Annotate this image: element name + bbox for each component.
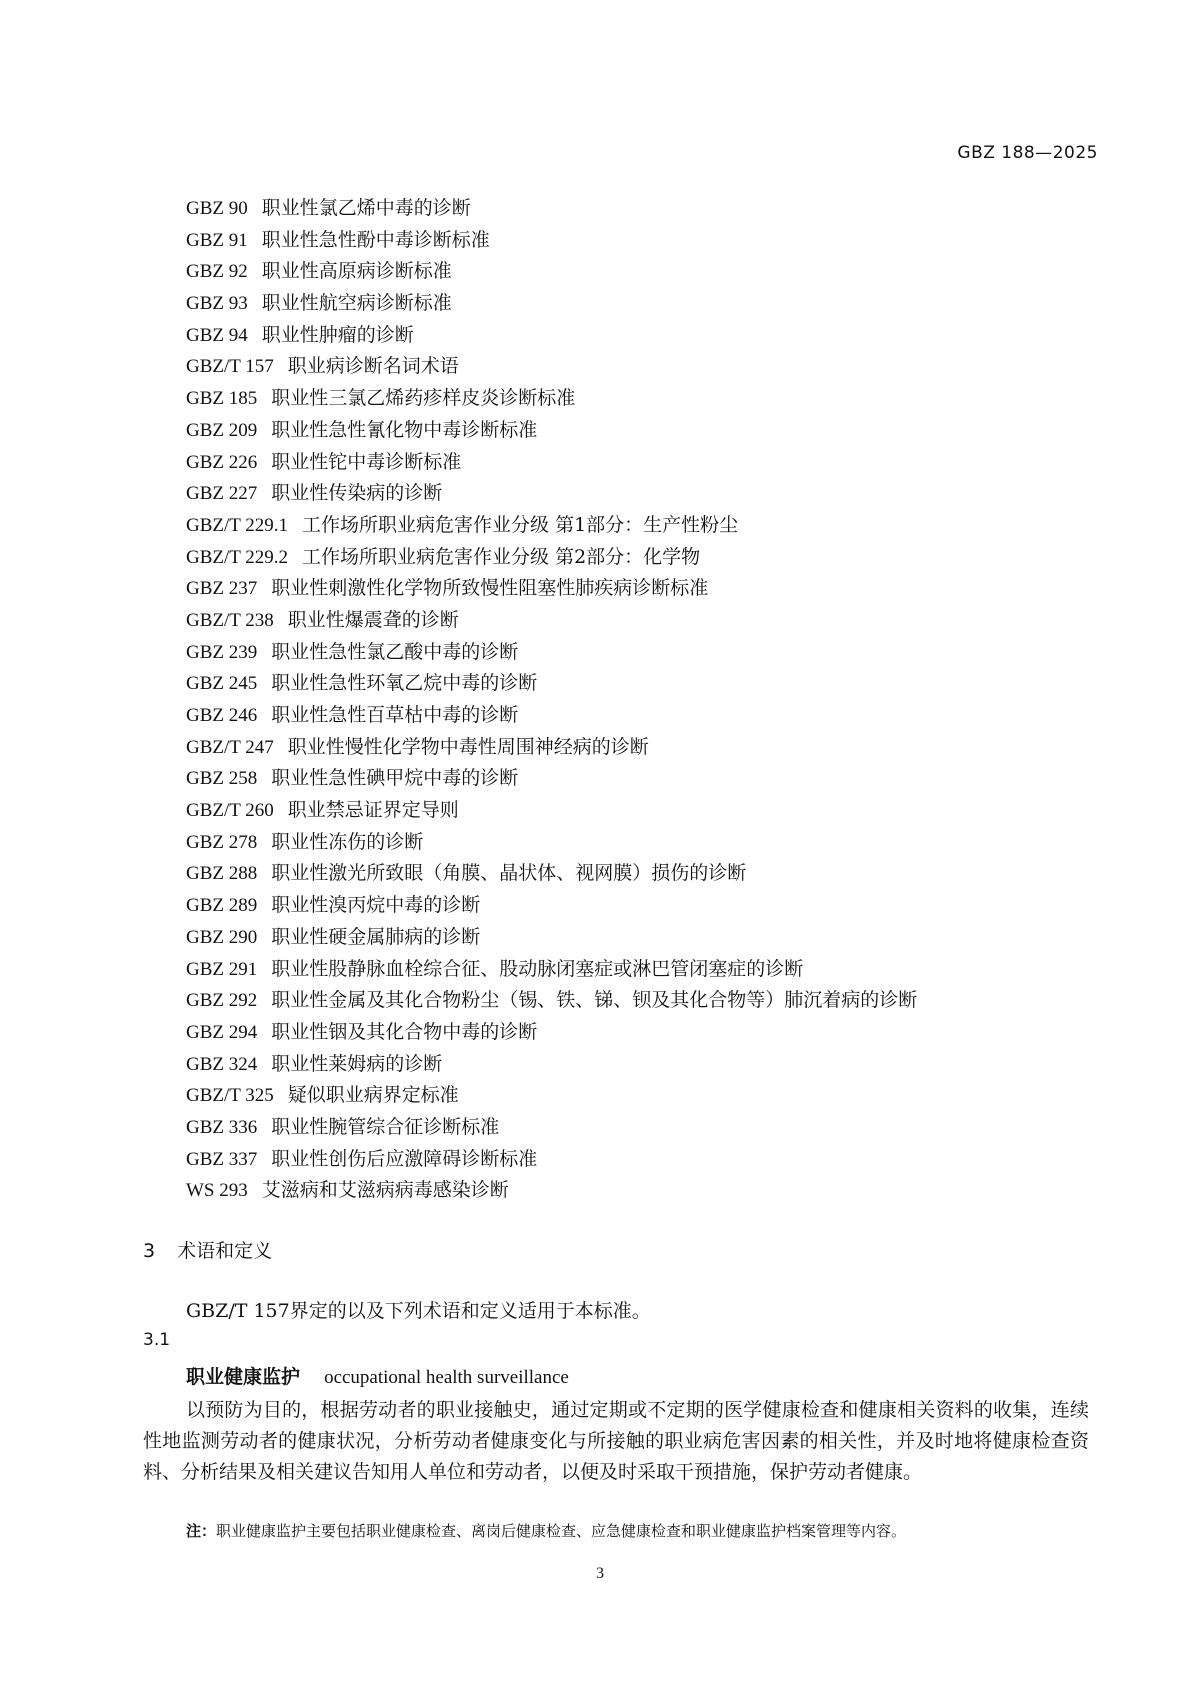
reference-title: 职业病诊断名词术语 bbox=[287, 355, 459, 378]
section-intro: GBZ/T 157界定的以及下列术语和定义适用于本标准。 bbox=[186, 1300, 651, 1322]
section-heading bbox=[143, 1236, 272, 1263]
reference-code: GBZ 91 bbox=[186, 229, 248, 251]
term-note bbox=[186, 1520, 906, 1541]
reference-title: 职业性爆震聋的诊断 bbox=[287, 608, 459, 631]
section-title: 术语和定义 bbox=[177, 1240, 273, 1262]
term-english: occupational health surveillance bbox=[324, 1367, 569, 1388]
reference-code: GBZ 92 bbox=[186, 261, 248, 283]
reference-title: 职业性金属及其化合物粉尘（锡、铁、锑、钡及其化合物等）肺沉着病的诊断 bbox=[271, 989, 918, 1012]
reference-item bbox=[186, 383, 1086, 415]
reference-code: GBZ 245 bbox=[186, 673, 258, 695]
reference-item bbox=[186, 954, 1086, 986]
reference-title: 职业性慢性化学物中毒性周围神经病的诊断 bbox=[287, 735, 649, 758]
reference-title: 职业性急性环氧乙烷中毒的诊断 bbox=[271, 672, 538, 695]
reference-code: GBZ 237 bbox=[186, 578, 258, 600]
reference-item bbox=[186, 478, 1086, 510]
reference-title: 职业性传染病的诊断 bbox=[271, 482, 443, 505]
reference-code: GBZ 278 bbox=[186, 831, 258, 853]
reference-code: GBZ 227 bbox=[186, 483, 258, 505]
reference-title: 职业性急性氰化物中毒诊断标准 bbox=[271, 418, 538, 441]
reference-item bbox=[186, 605, 1086, 637]
reference-title: 职业性急性百草枯中毒的诊断 bbox=[271, 704, 519, 726]
reference-item bbox=[186, 922, 1086, 954]
page-number: 3 bbox=[596, 1565, 604, 1582]
reference-item bbox=[186, 415, 1086, 447]
reference-code: GBZ 226 bbox=[186, 451, 258, 473]
term-definition: 以预防为目的，根据劳动者的职业接触史，通过定期或不定期的医学健康检查和健康相关资料的收集，连续性地监测劳动者的健康状况，分析劳动者健康变化与所接触的职业病危害因素的相关性，并及时地将健康检查资料、分析结果及相关建议告知用人单位和劳动者，以便及时采取干预措施，保护劳动者健康。 bbox=[143, 1399, 1089, 1483]
document-code: GBZ 188—2025 bbox=[957, 143, 1098, 163]
reference-code: GBZ 94 bbox=[186, 324, 248, 346]
reference-item bbox=[186, 763, 1086, 795]
reference-code: GBZ 288 bbox=[186, 863, 258, 885]
reference-item bbox=[186, 890, 1086, 922]
reference-item bbox=[186, 795, 1086, 827]
reference-item bbox=[186, 447, 1086, 479]
reference-code: GBZ 239 bbox=[186, 641, 258, 663]
reference-title: 职业性肿瘤的诊断 bbox=[261, 323, 414, 346]
note-label: 注： bbox=[186, 1522, 217, 1540]
reference-item bbox=[186, 542, 1086, 574]
reference-code: GBZ 294 bbox=[186, 1021, 258, 1043]
reference-title: 艾滋病和艾滋病病毒感染诊断 bbox=[261, 1179, 509, 1202]
reference-title: 职业性莱姆病的诊断 bbox=[271, 1052, 443, 1075]
reference-title: 职业禁忌证界定导则 bbox=[287, 799, 459, 822]
reference-item bbox=[186, 351, 1086, 383]
reference-title: 职业性铊中毒诊断标准 bbox=[271, 450, 462, 473]
reference-item bbox=[186, 1049, 1086, 1081]
reference-code: GBZ 291 bbox=[186, 958, 258, 980]
reference-item bbox=[186, 256, 1086, 288]
reference-code: GBZ/T 260 bbox=[186, 800, 274, 822]
reference-title: 职业性氯乙烯中毒的诊断 bbox=[261, 197, 471, 219]
reference-item bbox=[186, 637, 1086, 669]
reference-code: GBZ 337 bbox=[186, 1148, 258, 1170]
reference-item bbox=[186, 1112, 1086, 1144]
section-number: 3 bbox=[143, 1240, 156, 1262]
reference-code: GBZ/T 157 bbox=[186, 356, 274, 378]
reference-code: GBZ/T 229.2 bbox=[186, 546, 289, 568]
reference-item bbox=[186, 288, 1086, 320]
reference-item bbox=[186, 1175, 1086, 1207]
reference-title: 职业性硬金属肺病的诊断 bbox=[271, 925, 481, 948]
reference-title: 职业性高原病诊断标准 bbox=[261, 260, 452, 283]
reference-code: GBZ 289 bbox=[186, 895, 258, 917]
reference-item bbox=[186, 1144, 1086, 1176]
reference-title: 职业性腕管综合征诊断标准 bbox=[271, 1115, 500, 1138]
reference-item bbox=[186, 225, 1086, 257]
reference-code: WS 293 bbox=[186, 1180, 248, 1202]
reference-item bbox=[186, 827, 1086, 859]
clause-number: 3.1 bbox=[143, 1330, 171, 1350]
reference-title: 职业性溴丙烷中毒的诊断 bbox=[271, 894, 481, 917]
reference-code: GBZ 290 bbox=[186, 926, 258, 948]
term-entry bbox=[186, 1362, 569, 1389]
reference-title: 职业性航空病诊断标准 bbox=[261, 292, 452, 315]
reference-item bbox=[186, 858, 1086, 890]
reference-title: 工作场所职业病危害作业分级 第1部分：生产性粉尘 bbox=[302, 513, 739, 536]
reference-title: 职业性急性氯乙酸中毒的诊断 bbox=[271, 640, 519, 663]
reference-item bbox=[186, 1017, 1086, 1049]
reference-title: 职业性股静脉血栓综合征、股动脉闭塞症或淋巴管闭塞症的诊断 bbox=[271, 957, 804, 980]
reference-code: GBZ 324 bbox=[186, 1053, 258, 1075]
normative-references-list bbox=[186, 193, 1086, 1207]
reference-code: GBZ 292 bbox=[186, 990, 258, 1012]
reference-code: GBZ/T 325 bbox=[186, 1085, 274, 1107]
reference-title: 职业性三氯乙烯药疹样皮炎诊断标准 bbox=[271, 387, 576, 410]
reference-code: GBZ 209 bbox=[186, 419, 258, 441]
reference-title: 疑似职业病界定标准 bbox=[287, 1084, 459, 1107]
reference-title: 职业性铟及其化合物中毒的诊断 bbox=[271, 1020, 538, 1043]
term-chinese: 职业健康监护 bbox=[186, 1366, 301, 1388]
reference-item bbox=[186, 320, 1086, 352]
note-text: 职业健康监护主要包括职业健康检查、离岗后健康检查、应急健康检查和职业健康监护档案管理等内容。 bbox=[216, 1522, 907, 1540]
reference-title: 职业性创伤后应激障碍诊断标准 bbox=[271, 1147, 538, 1170]
reference-code: GBZ/T 229.1 bbox=[186, 514, 289, 536]
reference-item bbox=[186, 573, 1086, 605]
reference-code: GBZ 246 bbox=[186, 705, 258, 726]
reference-title: 职业性激光所致眼（角膜、晶状体、视网膜）损伤的诊断 bbox=[271, 862, 747, 885]
reference-code: GBZ 93 bbox=[186, 293, 248, 315]
reference-title: 职业性冻伤的诊断 bbox=[271, 830, 424, 853]
reference-code: GBZ/T 247 bbox=[186, 736, 274, 758]
reference-item bbox=[186, 985, 1086, 1017]
reference-title: 职业性刺激性化学物所致慢性阻塞性肺疾病诊断标准 bbox=[271, 577, 709, 600]
reference-item bbox=[186, 510, 1086, 542]
reference-item bbox=[186, 732, 1086, 764]
reference-title: 职业性急性碘甲烷中毒的诊断 bbox=[271, 767, 519, 790]
reference-item bbox=[186, 1080, 1086, 1112]
reference-code: GBZ/T 238 bbox=[186, 609, 274, 631]
reference-item bbox=[186, 700, 1086, 732]
reference-code: GBZ 90 bbox=[186, 198, 248, 219]
reference-code: GBZ 336 bbox=[186, 1116, 258, 1138]
reference-title: 工作场所职业病危害作业分级 第2部分：化学物 bbox=[302, 545, 701, 568]
reference-title: 职业性急性酚中毒诊断标准 bbox=[261, 228, 490, 251]
reference-code: GBZ 258 bbox=[186, 768, 258, 790]
reference-item bbox=[186, 193, 1086, 225]
reference-code: GBZ 185 bbox=[186, 388, 258, 410]
reference-item bbox=[186, 668, 1086, 700]
